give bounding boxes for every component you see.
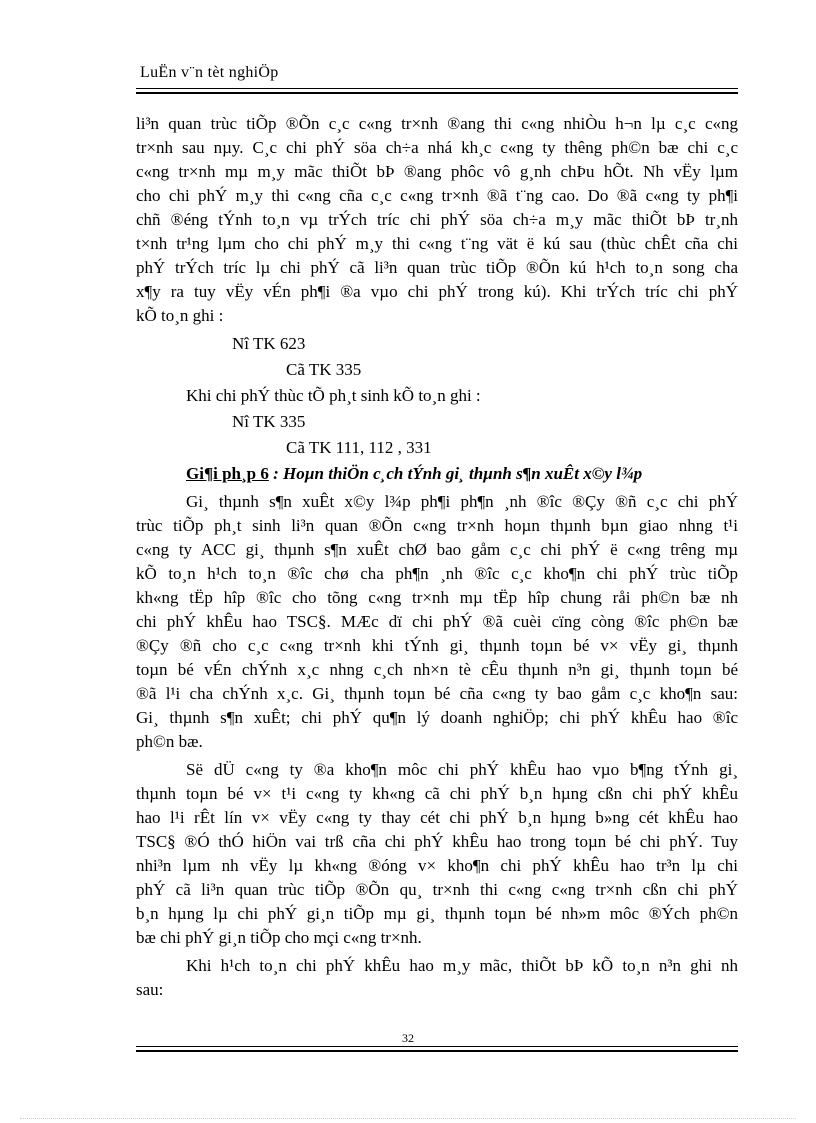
section-heading-label: Gi¶i ph¸p 6 [186, 464, 269, 483]
journal-debit-line: Nî TK 623 [232, 334, 306, 353]
paragraph-line: ®Çy ®ñ cho c¸c c«ng tr×nh khi tÝnh gi¸ thµnh toµn bé v× vËy gi¸ thµnh [136, 636, 738, 655]
paragraph-line: bæ chi phÝ gi¸n tiÕp cho mçi c«ng tr×nh. [136, 928, 422, 947]
journal-debit-line: Nî TK 335 [232, 412, 306, 431]
paragraph-line: trùc tiÕp ph¸t sinh li³n quan ®Õn c«ng tr×nh hoµn thµnh bµn giao nhng t¹i [136, 516, 738, 535]
paragraph-line: ®ã l¹i cha chÝnh x¸c. Gi¸ thµnh toµn bé cña c«ng ty bao gåm c¸c kho¶n sau: [136, 684, 738, 703]
paragraph-line: chi phÝ khÊu hao TSC§. MÆc dï chi phÝ ®ã cuèi cïng còng ®îc ph©n bæ [136, 612, 738, 631]
section-heading [186, 462, 642, 486]
paragraph-line: cho chi phÝ m¸y thi c«ng cña c¸c c«ng tr×nh ®ã t¨ng cao. Do ®ã c«ng ty ph¶i [136, 186, 738, 205]
paragraph-line: chñ ®éng tÝnh to¸n vµ trÝch tríc chi phÝ söa ch÷a m¸y mãc thiÕt bÞ tr¸nh [136, 210, 738, 229]
paragraph-line: hao l¹i rÊt lín v× vËy c«ng ty thay cét chi phÝ b¸n hµng b»ng cét khÊu hao [136, 808, 738, 827]
paragraph-line: c«ng tr×nh mµ m¸y mãc thiÕt bÞ ®ang phôc vô g¸nh chÞu hÕt. Nh vËy lµm [136, 162, 738, 181]
paragraph-line: phÝ trÝch tríc lµ chi phÝ cã li³n quan trùc tiÕp ®Õn kú h¹ch to¸n song cha [136, 258, 738, 277]
header-title: LuËn v¨n tèt nghiÖp [140, 64, 279, 81]
header-rule-top [136, 88, 738, 89]
paragraph-line: c«ng ty ACC gi¸ thµnh s¶n xuÊt chØ bao gåm c¸c chi phÝ ë c«ng trêng mµ [136, 540, 738, 559]
paragraph-line: phÝ cã li³n quan trùc tiÕp ®Õn qu¸ tr×nh thi c«ng c«ng tr×nh cßn chi phÝ [136, 880, 738, 899]
paragraph-line: toµn bé vÉn chÝnh x¸c nhng c¸ch nh×n tè cÊu thµnh n³n gi¸ thµnh toµn bé [136, 660, 738, 679]
paragraph-line: TSC§ ®Ó thÓ hiÖn vai trß cña chi phÝ khÊu hao trong toµn bé chi phÝ. Tuy [136, 832, 738, 851]
paragraph-line: Gi¸ thµnh s¶n xuÊt; chi phÝ qu¶n lý doanh nghiÖp; chi phÝ khÊu hao ®îc [136, 708, 738, 727]
paragraph-line: Khi h¹ch to¸n chi phÝ khÊu hao m¸y mãc, thiÕt bÞ kÕ to¸n n³n ghi nh [186, 956, 738, 975]
paragraph-line: Khi chi phÝ thùc tÕ ph¸t sinh kÕ to¸n ghi : [186, 386, 481, 405]
paragraph-line: kh«ng tËp hîp ®îc cho tõng c«ng tr×nh mµ tËp hîp chung råi ph©n bæ nh [136, 588, 738, 607]
footer-rule-bottom [136, 1050, 738, 1052]
footer-rule-top [136, 1046, 738, 1047]
paragraph-line: kÕ to¸n ghi : [136, 306, 224, 325]
page-edge-dotted-line [20, 1118, 796, 1119]
header-rule-bottom [136, 92, 738, 94]
paragraph-line: Gi¸ thµnh s¶n xuÊt x©y l¾p ph¶i ph¶n ¸nh ®îc ®Çy ®ñ c¸c chi phÝ [186, 492, 738, 511]
paragraph-line: li³n quan trùc tiÕp ®Õn c¸c c«ng tr×nh ®ang thi c«ng nhiÒu h¬n lµ c¸c c«ng [136, 114, 738, 133]
paragraph-line: sau: [136, 980, 164, 999]
paragraph-line: nhi³n lµm nh vËy lµ kh«ng ®óng v× kho¶n chi phÝ khÊu hao tr³n lµ chi [136, 856, 738, 875]
paragraph-line: thµnh toµn bé v× t¹i c«ng ty kh«ng cã chi phÝ b¸n hµng cßn chi phÝ khÊu [136, 784, 738, 803]
paragraph-line: b¸n hµng lµ chi phÝ gi¸n tiÕp mµ gi¸ thµnh toµn bé nh»m môc ®Ých ph©n [136, 904, 738, 923]
section-heading-text: : Hoµn thiÖn c¸ch tÝnh gi¸ thµnh s¶n xuÊt x©y l¾p [273, 464, 643, 483]
journal-credit-line: Cã TK 111, 112 , 331 [286, 438, 432, 457]
paragraph-line: ph©n bæ. [136, 732, 203, 751]
paragraph-line: t×nh tr¹ng lµm cho chi phÝ m¸y thi c«ng t¨ng vät ë kú sau (thùc chÊt cña chi [136, 234, 738, 253]
paragraph-line: tr×nh sau nµy. C¸c chi phÝ söa ch÷a nhá kh¸c c«ng ty thêng ph©n bæ chi c¸c [136, 138, 738, 157]
paragraph-line: x¶y ra tuy vËy vÉn ph¶i ®a vµo chi phÝ trong kú). Khi trÝch tríc chi phÝ [136, 282, 738, 301]
page-number: 32 [402, 1031, 414, 1045]
paragraph-line: kÕ to¸n h¹ch to¸n ®îc chø cha ph¶n ¸nh ®îc c¸c kho¶n chi phÝ trùc tiÕp [136, 564, 738, 583]
paragraph-line: Së dÜ c«ng ty ®a kho¶n môc chi phÝ khÊu hao vµo b¶ng tÝnh gi¸ [186, 760, 738, 779]
journal-credit-line: Cã TK 335 [286, 360, 362, 379]
